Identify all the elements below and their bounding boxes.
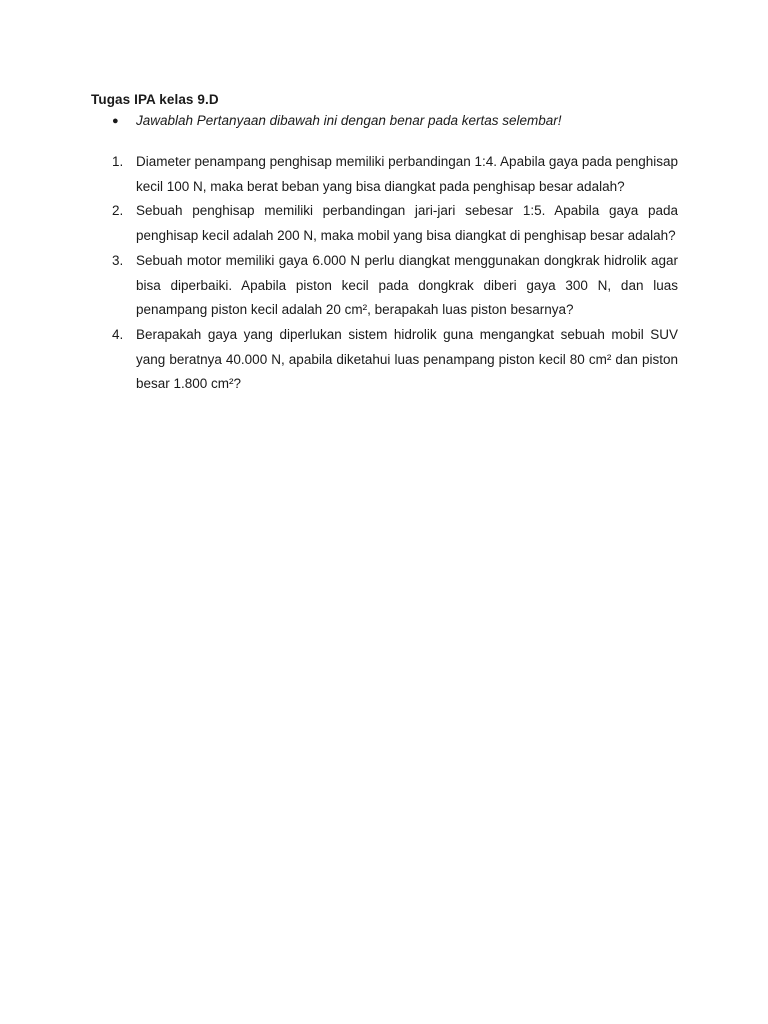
question-number: 4. [112,326,124,342]
question-item [108,150,678,199]
bullet-icon: ● [112,115,119,127]
question-item [108,249,678,323]
document-title: Tugas IPA kelas 9.D [91,92,219,107]
question-text: Diameter penampang penghisap memiliki perbandingan 1:4. Apabila gaya pada penghisap kecil 100 N, maka berat beban yang bisa diangkat pada penghisap besar adalah? [136,154,678,194]
question-text: Berapakah gaya yang diperlukan sistem hidrolik guna mengangkat sebuah mobil SUV yang beratnya 40.000 N, apabila diketahui luas penampang piston kecil 80 cm² dan piston besar 1.800 cm²? [136,326,678,392]
question-text: Sebuah motor memiliki gaya 6.000 N perlu diangkat menggunakan dongkrak hidrolik agar bisa diperbaiki. Apabila piston kecil pada dongkrak diberi gaya 300 N, dan luas penampang piston kecil adalah 20 cm², berapakah luas piston besarnya? [136,252,678,318]
question-list [108,150,678,397]
question-number: 1. [112,154,124,169]
question-number: 3. [112,252,124,268]
question-number: 2. [112,203,124,219]
question-item [108,199,678,248]
question-text: Sebuah penghisap memiliki perbandingan jari-jari sebesar 1:5. Apabila gaya pada penghisap kecil adalah 200 N, maka mobil yang bisa diangkat di penghisap besar adalah? [136,203,678,244]
question-item [108,323,678,397]
instruction-line [112,113,562,128]
instruction-text: Jawablah Pertanyaan dibawah ini dengan benar pada kertas selembar! [136,113,562,128]
